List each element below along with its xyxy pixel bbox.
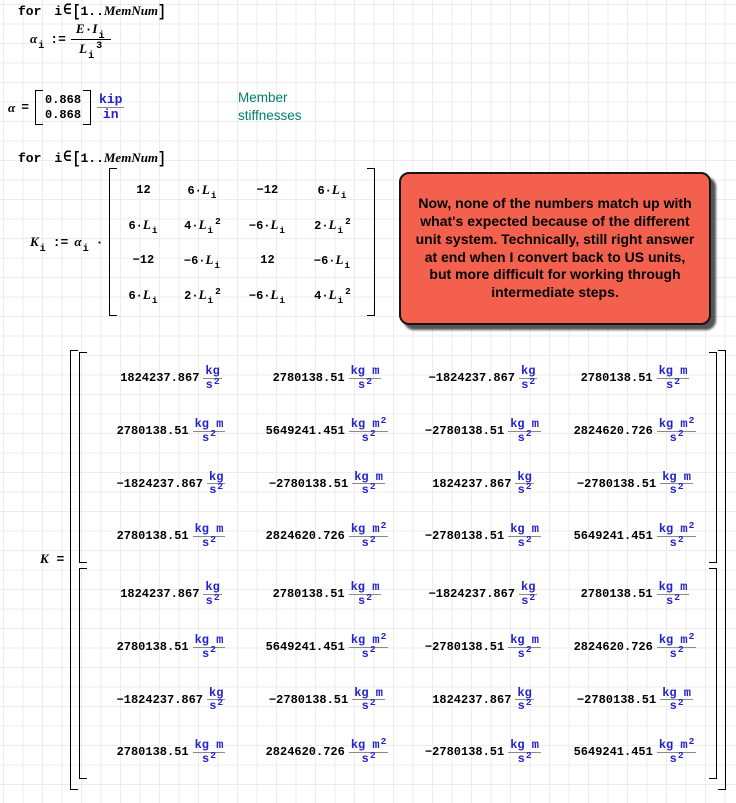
k-matrix-value: −2780138.51 [268,476,349,491]
unit-fraction: kg $s^2$ [517,685,532,714]
k-matrix-cell [117,739,226,765]
alpha-unit-fraction [97,93,124,121]
k-matrix-cell [265,414,389,445]
range-text: 1.. [80,4,104,19]
unit-fraction: kg m $s^2$ [510,416,540,445]
range-variable: MemNum [103,150,159,165]
k-matrix-cell [265,520,389,550]
outer-bracket-right [718,350,726,790]
close-bracket: ] [158,148,166,169]
k-matrix-cell [573,520,697,550]
fraction-numerator: $E\cdot I_i$ [75,21,105,43]
matrix-bracket-right [709,568,717,779]
kdef-matrix-cell: 12 [136,182,151,197]
k-matrix-value: 1824237.867 [120,587,200,602]
k-matrix-value: −1824237.867 [428,371,515,386]
equals-sign: = [56,552,65,567]
unit-fraction: kg m $s^2$ [662,685,692,714]
member-stiffness-annotation[interactable] [238,89,302,125]
k-matrix-cell [425,523,541,549]
k-matrix-cell [265,630,389,661]
element-of-symbol: ∈ [63,3,72,19]
k-matrix-value: 1824237.867 [120,371,200,386]
unit-fraction: kg $s^2$ [205,580,220,608]
k-result-block [79,352,717,563]
kdef-matrix-cell: $4\cdot L_i^2$ [314,286,351,307]
fraction-denominator: $L_i^3$ [79,40,103,62]
k-matrix-value: 2780138.51 [116,424,189,439]
k-matrix-value: 2824620.726 [265,745,345,760]
k-matrix-value: 2824620.726 [265,529,345,544]
matrix-bracket-left [109,168,117,316]
unit-fraction: kg m $s^2$ [194,522,224,550]
k-matrix-value: −2780138.51 [424,424,505,439]
unit-fraction: kg $m^2$ $s^2$ [658,414,695,445]
matrix-bracket-left [79,352,87,563]
matrix-bracket-left [35,90,43,125]
alpha-lhs: $\alpha_i$ [30,31,45,53]
range-text: 1.. [80,151,104,166]
k-matrix-value: 5649241.451 [265,640,345,655]
kdef-matrix-cell: −12 [256,182,279,197]
unit-fraction: kg m $s^2$ [510,738,540,766]
k-matrix-cell [120,365,222,391]
k-matrix-value: 2780138.51 [116,529,189,544]
k-result-label[interactable] [40,551,64,567]
k-matrix-cell [581,581,690,607]
k-matrix-cell [573,630,697,661]
unit-fraction: kg m $s^2$ [658,364,688,392]
k-matrix-cell [425,418,541,444]
unit-fraction: kg m $s^2$ [194,632,224,661]
alpha-vector [35,90,91,125]
k-matrix-value: 5649241.451 [573,745,653,760]
k-matrix-cell [269,471,385,497]
k-matrix-cell [577,687,693,713]
range-variable: MemNum [103,3,159,18]
k-matrix-value: −2780138.51 [424,745,505,760]
for-loop-region-1[interactable] [18,3,166,20]
matrix-bracket-left [79,568,87,779]
k-matrix-value: 5649241.451 [573,529,653,544]
k-matrix-cell [573,414,697,445]
kdef-matrix [109,168,375,316]
alpha-fraction [71,20,111,62]
kdef-matrix-cell: $4\cdot L_i^2$ [184,216,221,237]
for-loop-region-2[interactable] [18,150,166,167]
kdef-matrix-cell: $6\cdot L_i$ [128,216,158,237]
k-result-region[interactable] [70,350,726,790]
k-matrix-cell [577,471,693,497]
k-matrix-cell [120,581,222,607]
unit-fraction: kg m $s^2$ [350,364,380,392]
alpha-result-region[interactable] [8,90,124,125]
k-matrix-value: 2824620.726 [573,424,653,439]
k-matrix-value: 2780138.51 [116,745,189,760]
for-keyword: for [18,4,42,19]
k-matrix-cell [429,581,538,607]
kdef-matrix-cell: $-6\cdot L_i$ [313,251,351,272]
k-matrix-value: 2780138.51 [272,587,345,602]
for-keyword: for [18,151,42,166]
matrix-bracket-right [83,90,91,125]
outer-bracket-left [70,350,78,790]
kdef-matrix-cell: $6\cdot L_i$ [187,181,217,202]
k-matrix-value: −1824237.867 [116,692,203,707]
unit-fraction: kg m $s^2$ [662,469,692,498]
k-matrix-cell [429,365,538,391]
k-matrix-value: 2824620.726 [573,640,653,655]
k-matrix-grid [79,568,717,779]
k-matrix-cell [432,687,534,713]
k-result-lhs: K [40,551,49,566]
unit-fraction: kg $m^2$ $s^2$ [658,520,695,550]
k-result-block [79,568,717,779]
kdef-matrix-cell: $6\cdot L_i$ [317,181,347,202]
unit-fraction: kg m $s^2$ [510,632,540,661]
kdef-matrix-cell: $-6\cdot L_i$ [183,251,221,272]
unit-fraction: kg m $s^2$ [658,580,688,608]
k-definition-region[interactable] [30,168,375,316]
kdef-matrix-cell: $-6\cdot L_i$ [248,216,286,237]
unit-fraction: kg $m^2$ $s^2$ [350,736,387,766]
alpha-result-lhs: α [8,99,16,115]
callout-text: Now, none of the numbers match up with what's expected because of the different unit system. Technically, still right answer at end when I convert back to US units, but more difficult for working through intermediate steps. [415,194,695,301]
k-matrix-cell [117,687,226,713]
annotation-line-2: stiffnesses [238,107,302,123]
k-matrix-cell [117,471,226,497]
unit-fraction: kg m $s^2$ [354,685,384,714]
unit-fraction: kg $s^2$ [521,580,536,608]
k-matrix-value: 2780138.51 [116,640,189,655]
k-def-rhs-alpha: $\alpha_i$ [74,234,89,256]
kdef-matrix-cell: $6\cdot L_i$ [128,286,158,307]
unit-fraction: kg m $s^2$ [350,580,380,608]
k-def-lhs: $K_i$ [30,234,46,256]
equals-sign: = [21,100,30,115]
assign-operator: := [50,31,66,47]
unit-numerator: kip [99,92,123,108]
k-matrix-value: 1824237.867 [432,692,512,707]
k-matrix-value: 2780138.51 [272,371,345,386]
unit-fraction: kg $m^2$ $s^2$ [658,736,695,766]
k-matrix-value: 2780138.51 [580,371,653,386]
unit-fraction: kg $s^2$ [205,364,220,392]
loop-var: i [54,4,63,19]
element-of-symbol: ∈ [63,150,72,166]
unit-fraction: kg $s^2$ [209,469,224,498]
k-matrix-value: 2780138.51 [580,587,653,602]
alpha-value: 0.868 [45,108,82,122]
unit-fraction: kg m $s^2$ [194,738,224,766]
multiply-dot: · [95,234,104,250]
unit-fraction: kg $m^2$ $s^2$ [350,414,387,445]
k-matrix-value: −2780138.51 [424,640,505,655]
k-matrix-cell [573,736,697,766]
loop-var: i [54,151,63,166]
k-matrix-cell [432,471,534,497]
alpha-values [45,93,81,122]
unit-fraction: kg $m^2$ $s^2$ [350,520,387,550]
k-matrix-value: 5649241.451 [265,424,345,439]
k-matrix-value: −1824237.867 [428,587,515,602]
k-matrix-cell [273,581,382,607]
matrix-bracket-right [367,168,375,316]
k-matrix-cell [117,418,226,444]
callout-note[interactable] [399,172,711,325]
unit-fraction: kg $s^2$ [517,469,532,498]
k-matrix-cell [425,739,541,765]
k-matrix-cell [581,365,690,391]
annotation-line-1: Member [238,90,288,105]
k-matrix-cell [273,365,382,391]
kdef-matrix-cell: $2\cdot L_i^2$ [184,286,221,307]
k-matrix-value: −2780138.51 [576,692,657,707]
unit-fraction: kg m $s^2$ [354,469,384,498]
k-matrix-cell [269,687,385,713]
k-matrix-value: 1824237.867 [432,476,512,491]
unit-fraction: kg m $s^2$ [510,522,540,550]
kdef-matrix-cell: −12 [132,252,155,267]
k-matrix-cell [117,523,226,549]
kdef-matrix-cell: 12 [260,252,275,267]
k-matrix-value: −2780138.51 [268,692,349,707]
matrix-bracket-right [709,352,717,563]
unit-fraction: kg $s^2$ [521,364,536,392]
k-matrix-value: −1824237.867 [116,476,203,491]
alpha-value: 0.868 [45,93,82,107]
k-matrix-cell [265,736,389,766]
close-bracket: ] [158,1,166,22]
unit-fraction: kg $m^2$ $s^2$ [658,630,695,661]
k-matrix-grid [79,352,717,563]
kdef-matrix-cell: $-6\cdot L_i$ [248,286,286,307]
unit-fraction: kg m $s^2$ [194,416,224,445]
open-bracket: [ [72,148,81,169]
k-matrix-value: −2780138.51 [576,476,657,491]
unit-denominator: in [102,107,119,122]
k-matrix-cell [117,634,226,660]
unit-fraction: kg $s^2$ [209,685,224,714]
kdef-matrix-cell: $2\cdot L_i^2$ [314,216,351,237]
assign-operator: := [52,234,69,250]
k-matrix-value: −2780138.51 [424,529,505,544]
unit-fraction: kg $m^2$ $s^2$ [350,630,387,661]
open-bracket: [ [72,1,81,22]
alpha-definition-region[interactable] [30,20,111,62]
kdef-matrix-grid [118,172,366,312]
k-matrix-cell [425,634,541,660]
